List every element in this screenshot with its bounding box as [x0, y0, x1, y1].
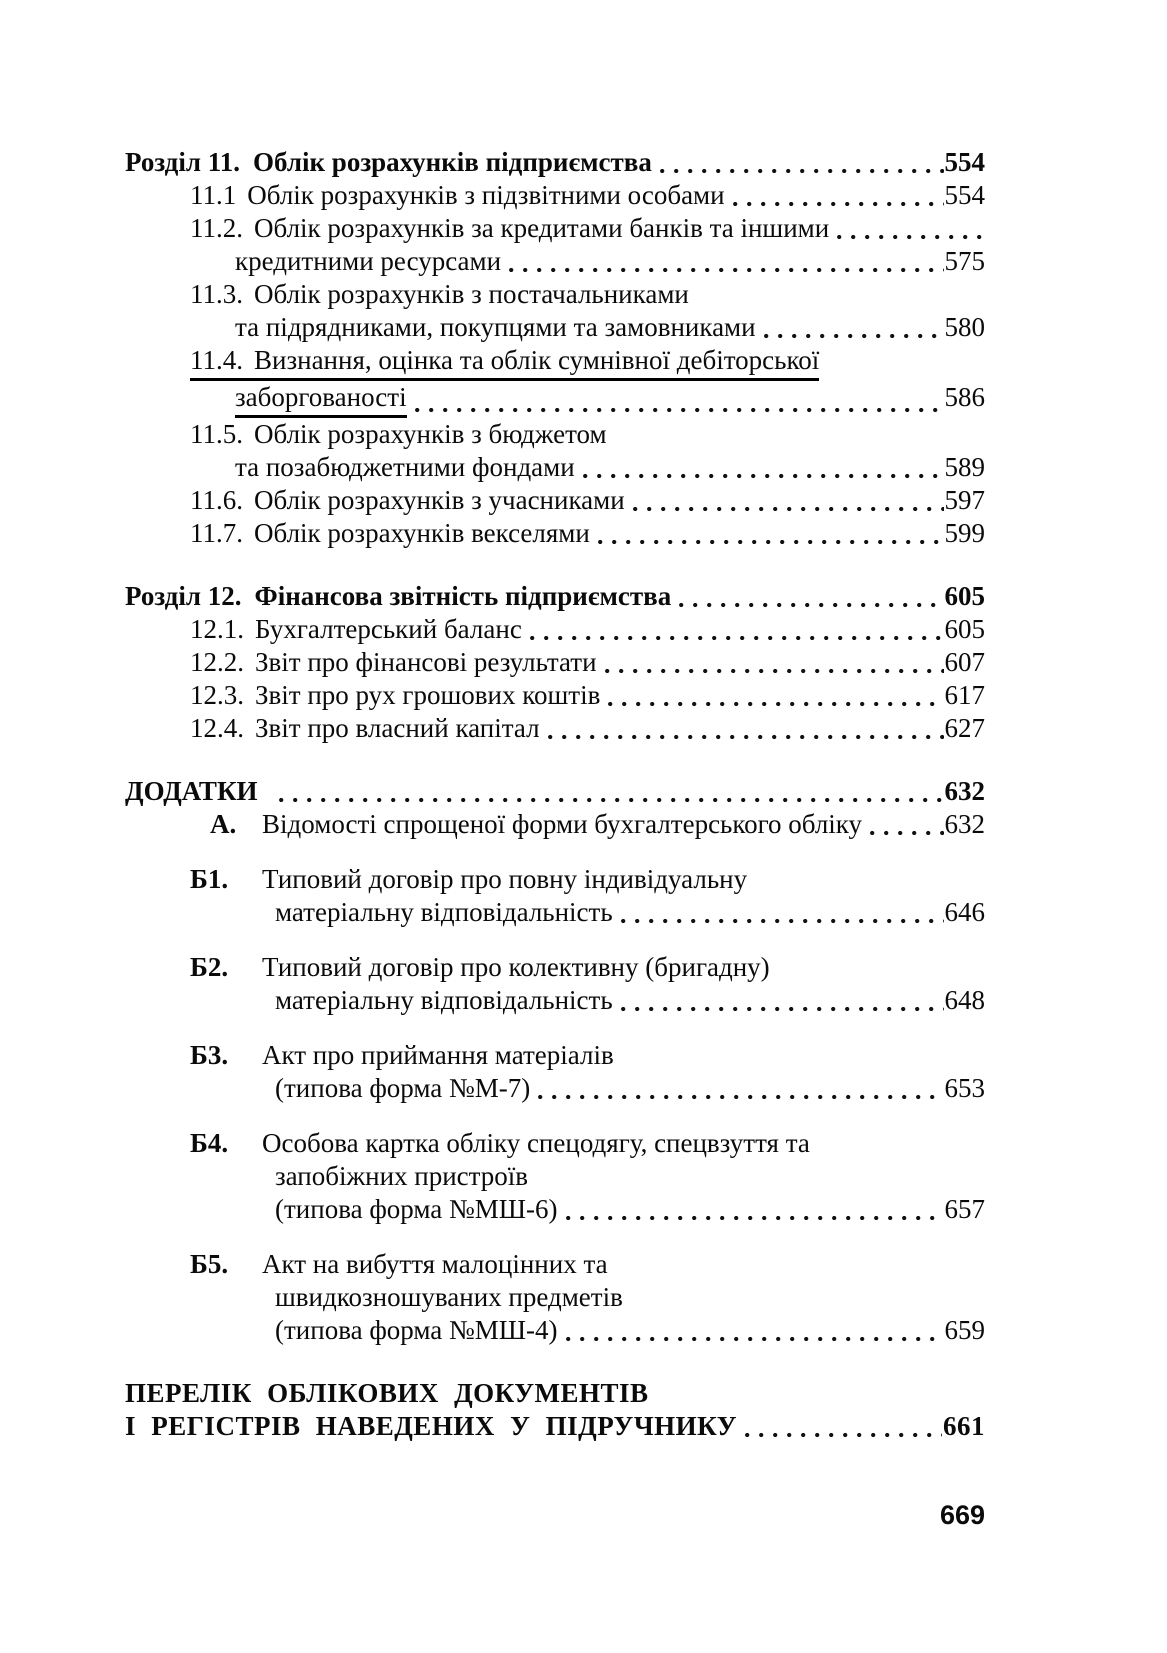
entry-title: Звіт про рух грошових коштів [255, 680, 601, 710]
appendix-title-continuation: (типова форма №М-7) [275, 1073, 531, 1103]
appendix-title-continuation: матеріальну відповідальність [275, 985, 613, 1015]
appendix-title-continuation: (типова форма №МШ-4) [275, 1315, 558, 1345]
toc-entry-11-7-row [125, 517, 985, 550]
appendix-title: Особова картка обліку спецодягу, спецвзуття та [262, 1128, 810, 1158]
entry-title-continuation: кредитними ресурсами [235, 246, 502, 276]
entry-title: Облік розрахунків векселями [254, 518, 590, 548]
entry-number: 12.1. [190, 614, 244, 644]
toc-entry-11-6-row [125, 484, 985, 517]
item-gap [125, 1017, 985, 1039]
toc-appendix-b4-row [125, 1127, 985, 1160]
dot-leader [566, 1215, 944, 1221]
entry-title: Облік розрахунків з підзвітними особами [247, 180, 725, 210]
appendix-title-continuation: (типова форма №МШ-6) [275, 1194, 558, 1224]
appendix-title: Типовий договір про повну індивідуальну [262, 864, 748, 894]
section-gap [125, 550, 985, 580]
page-number: 586 [944, 382, 985, 412]
page-number: 659 [944, 1315, 985, 1345]
dot-leader [837, 234, 984, 240]
toc-entry-11-5-continuation [125, 451, 985, 484]
dot-leader [870, 830, 943, 836]
entry-number: 11.7. [190, 518, 243, 548]
appendix-label: Б4. [190, 1128, 229, 1158]
toc-entry-11-3-continuation [125, 311, 985, 344]
toc-appendix-a-row [125, 808, 985, 841]
appendix-title: Акт про приймання матеріалів [262, 1040, 614, 1070]
entry-number: 11.4. [190, 345, 243, 375]
appendix-title-continuation: матеріальну відповідальність [275, 897, 613, 927]
toc-appendix-b2-continuation [125, 984, 985, 1017]
dot-leader [733, 201, 944, 207]
toc-appendices-header-row [125, 775, 985, 808]
toc-final-section-title-line1 [125, 1377, 985, 1410]
page-number: 605 [944, 614, 985, 644]
final-section-title-continuation: І РЕГІСТРІВ НАВЕДЕНИХ У ПІДРУЧНИКУ [125, 1411, 738, 1441]
toc-page-content [125, 146, 985, 1443]
appendix-title: Типовий договір про колективну (бригадну) [262, 952, 770, 982]
page-number: 589 [944, 452, 985, 482]
final-section-title: ПЕРЕЛІК ОБЛІКОВИХ ДОКУМЕНТІВ [125, 1378, 649, 1408]
toc-final-section-title-line2 [125, 1410, 985, 1443]
toc-appendix-b5-continuation [125, 1281, 985, 1314]
entry-title: Облік розрахунків з постачальниками [254, 279, 689, 309]
section-gap [125, 1347, 985, 1377]
entry-title: Визнання, оцінка та облік сумнівної дебіторської [254, 345, 820, 375]
toc-entry-11-2-continuation [125, 245, 985, 278]
page-number: 580 [944, 312, 985, 342]
toc-entry-11-2-row [125, 212, 985, 245]
toc-entry-11-5-row [125, 418, 985, 451]
appendix-label: А. [210, 809, 237, 839]
dot-leader [548, 734, 944, 740]
toc-entry-12-1-row [125, 613, 985, 646]
appendix-title: Відомості спрощеної форми бухгалтерського обліку [262, 809, 863, 839]
entry-number: 11.5. [190, 419, 243, 449]
entry-number: 12.3. [190, 680, 244, 710]
entry-title: Бухгалтерський баланс [255, 614, 522, 644]
entry-title: Звіт про фінансові результати [255, 647, 597, 677]
dot-leader [538, 1094, 943, 1100]
dot-leader [621, 918, 944, 924]
dot-leader [583, 473, 944, 479]
toc-entry-11-4-row [125, 344, 985, 381]
dot-leader [679, 602, 943, 608]
entry-title-continuation: та підрядниками, покупцями та замовниками [235, 312, 756, 342]
appendix-label: Б2. [190, 952, 229, 982]
chapter-number: Розділ 11. [125, 147, 241, 177]
page-number: 597 [944, 485, 985, 515]
dot-leader [415, 407, 944, 413]
appendix-title-continuation: запобіжних пристроїв [275, 1161, 529, 1191]
dot-leader [566, 1336, 944, 1342]
page-number: 575 [944, 246, 985, 276]
entry-title: Облік розрахунків за кредитами банків та іншими [254, 213, 830, 243]
entry-title-continuation: заборгованості [235, 382, 407, 412]
page-number: 646 [944, 897, 985, 927]
appendix-label: Б3. [190, 1040, 229, 1070]
page-number: 657 [944, 1194, 985, 1224]
toc-appendix-b5-continuation-2 [125, 1314, 985, 1347]
page-number: 607 [944, 647, 985, 677]
appendix-label: Б1. [190, 864, 229, 894]
page-number: 661 [943, 1411, 985, 1441]
toc-chapter-11-row [125, 146, 985, 179]
toc-entry-12-4-row [125, 712, 985, 745]
page-number: 554 [944, 180, 985, 210]
item-gap [125, 929, 985, 951]
entry-number: 12.2. [190, 647, 244, 677]
dot-leader [279, 797, 944, 803]
chapter-title: Облік розрахунків підприємства [253, 147, 652, 177]
page-number: 653 [944, 1073, 985, 1103]
entry-title: Облік розрахунків з бюджетом [254, 419, 607, 449]
toc-chapter-12-row [125, 580, 985, 613]
dot-leader [530, 635, 944, 641]
page-number: 632 [944, 776, 985, 806]
toc-appendix-b1-continuation [125, 896, 985, 929]
entry-number: 11.3. [190, 279, 243, 309]
entry-number: 12.4. [190, 713, 244, 743]
chapter-title: Фінансова звітність підприємства [254, 581, 672, 611]
entry-number: 11.6. [190, 485, 243, 515]
entry-title: Облік розрахунків з учасниками [254, 485, 625, 515]
page-number: 627 [944, 713, 985, 743]
appendices-title: ДОДАТКИ [125, 776, 258, 806]
toc-entry-12-2-row [125, 646, 985, 679]
dot-leader [608, 701, 943, 707]
toc-entry-12-3-row [125, 679, 985, 712]
entry-number: 11.2. [190, 213, 243, 243]
appendix-title-continuation: швидкозношуваних предметів [275, 1282, 623, 1312]
toc-appendix-b4-continuation [125, 1160, 985, 1193]
page-number: 599 [944, 518, 985, 548]
toc-appendix-b5-row [125, 1248, 985, 1281]
item-gap [125, 1226, 985, 1248]
dot-leader [660, 168, 944, 174]
toc-appendix-b4-continuation-2 [125, 1193, 985, 1226]
toc-entry-11-1-row [125, 179, 985, 212]
item-gap [125, 1105, 985, 1127]
toc-appendix-b3-continuation [125, 1072, 985, 1105]
dot-leader [598, 539, 944, 545]
page-number: 617 [944, 680, 985, 710]
dot-leader [764, 333, 944, 339]
toc-appendix-b3-row [125, 1039, 985, 1072]
footer-page-number: 669 [939, 1500, 985, 1530]
entry-title: Звіт про власний капітал [255, 713, 540, 743]
page-number: 605 [944, 581, 985, 611]
entry-number: 11.1 [190, 180, 237, 210]
dot-leader [745, 1432, 942, 1438]
dot-leader [633, 506, 944, 512]
toc-entry-11-3-row [125, 278, 985, 311]
appendix-title: Акт на вибуття малоцінних та [262, 1249, 608, 1279]
chapter-number: Розділ 12. [125, 581, 242, 611]
dot-leader [509, 267, 943, 273]
entry-title-continuation: та позабюджетними фондами [235, 452, 575, 482]
section-gap [125, 745, 985, 775]
toc-appendix-b2-row [125, 951, 985, 984]
item-gap [125, 841, 985, 863]
dot-leader [621, 1006, 944, 1012]
dot-leader [605, 668, 944, 674]
toc-appendix-b1-row [125, 863, 985, 896]
toc-entry-11-4-continuation [125, 381, 985, 418]
page-number: 648 [944, 985, 985, 1015]
page-number: 554 [944, 147, 985, 177]
page-number: 632 [944, 809, 985, 839]
appendix-label: Б5. [190, 1249, 229, 1279]
